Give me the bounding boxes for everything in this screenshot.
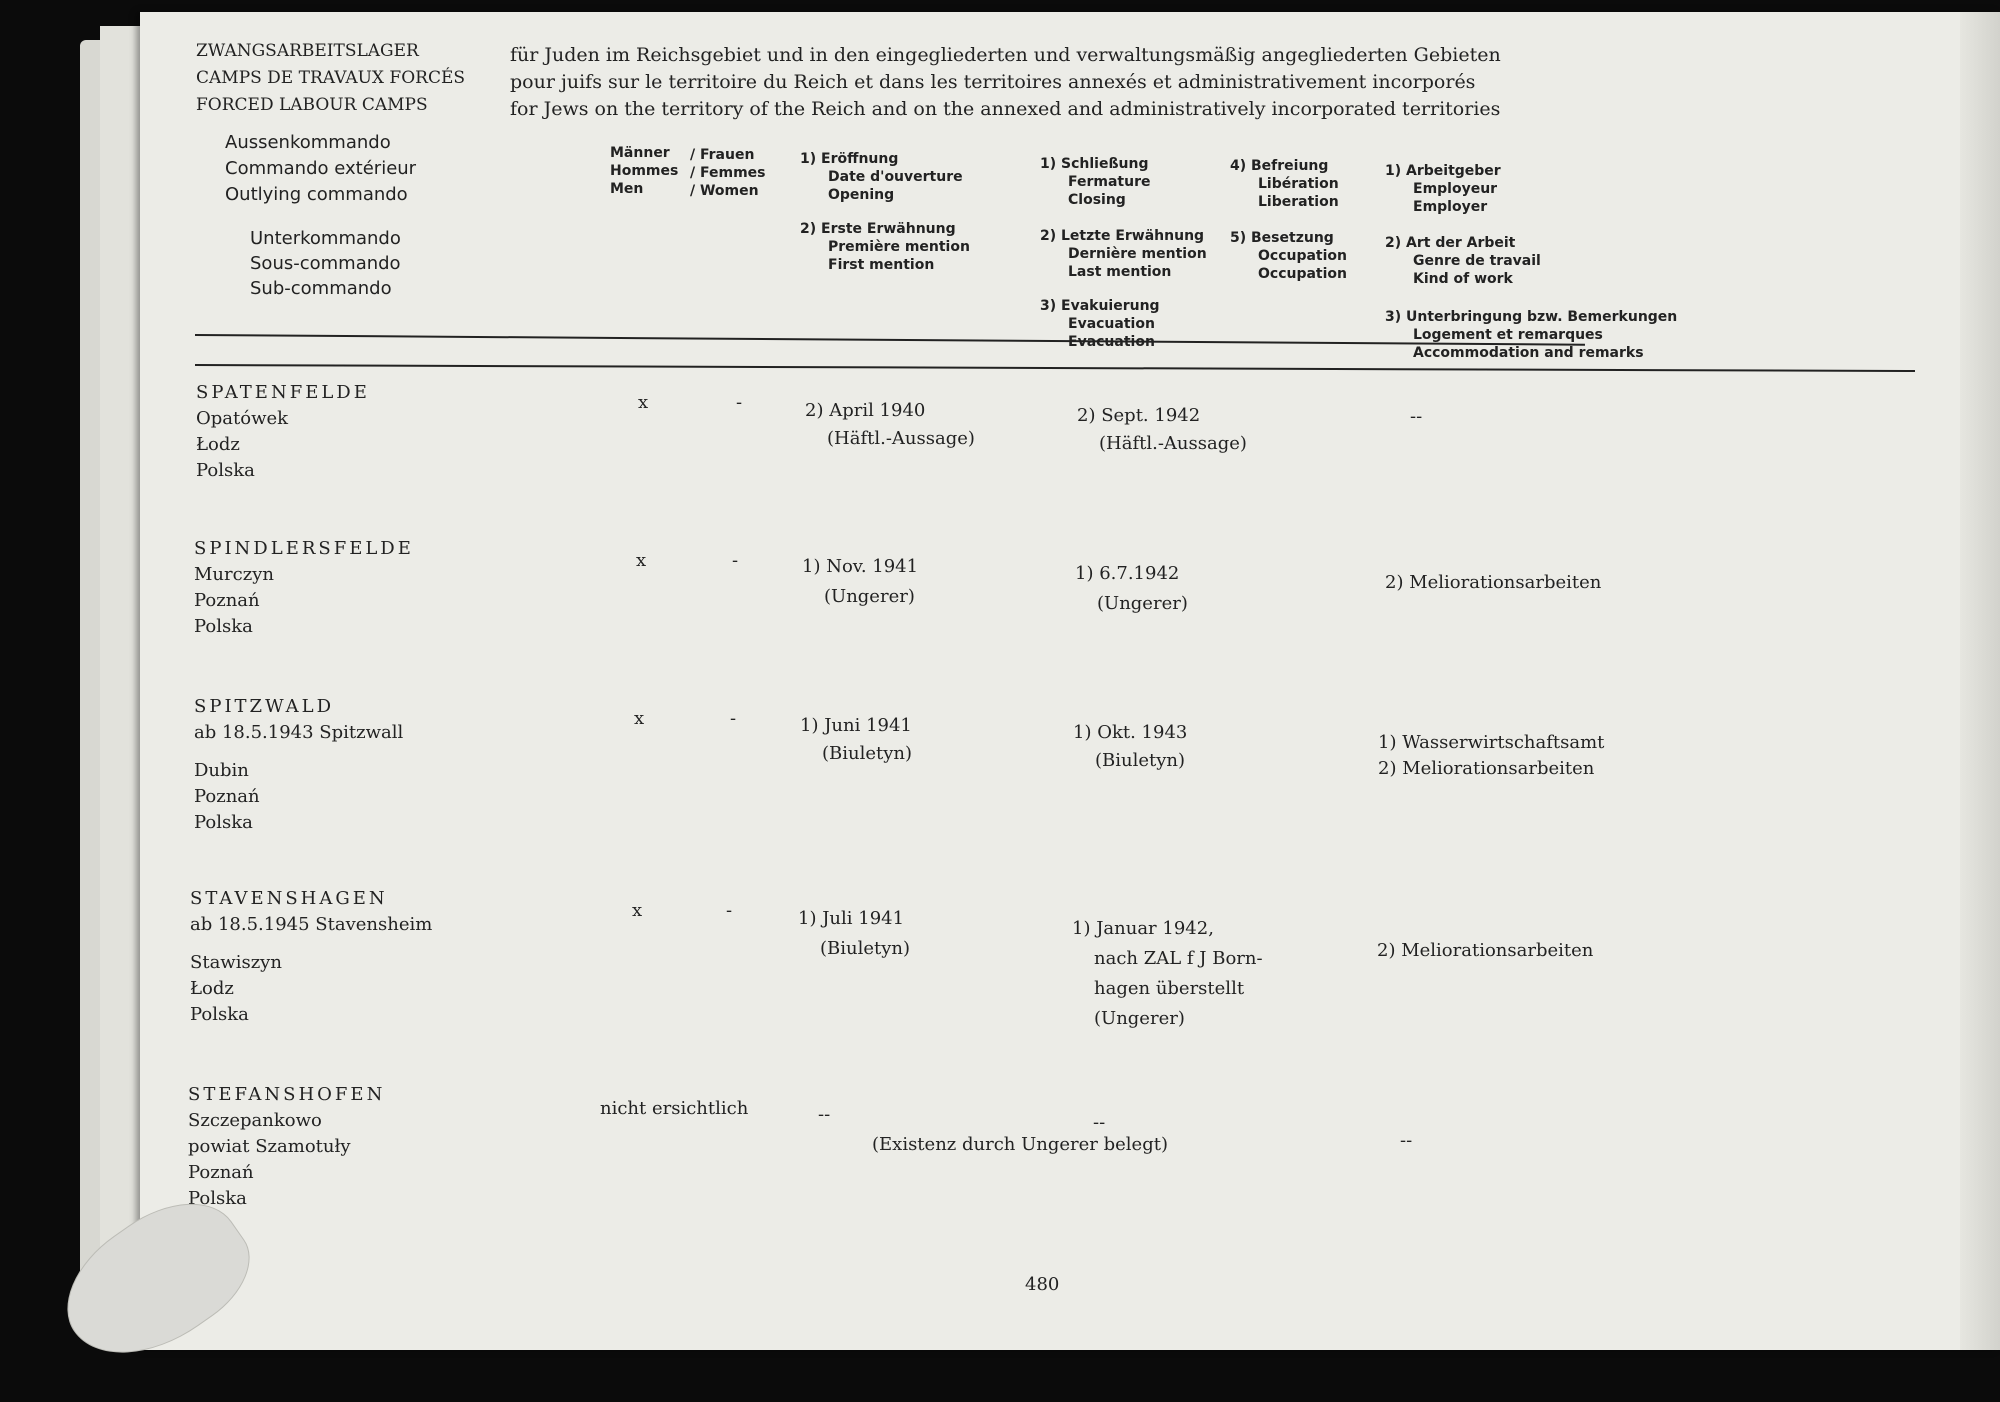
remarks: --: [1410, 406, 1423, 427]
men-en: Men: [610, 181, 644, 197]
camp-location: Stawiszyn: [190, 952, 282, 973]
emp-de: 1) Arbeitgeber: [1385, 163, 1501, 179]
camp-location: Poznań: [188, 1162, 254, 1183]
women-de: / Frauen: [690, 147, 755, 163]
closing-source: (Biuletyn): [1095, 750, 1186, 771]
opening-date: [798, 904, 910, 964]
remarks-line: 1) Wasserwirtschaftsamt: [1378, 732, 1605, 753]
intro-fr: pour juifs sur le territoire du Reich et dans les territoires annexés et administrativement incorporés: [510, 71, 1476, 93]
evac-de: 3) Evakuierung: [1040, 298, 1160, 314]
remarks: 2) Meliorationsarbeiten: [1385, 572, 1602, 593]
col-first-mention: [800, 220, 970, 274]
camp-location: Polska: [194, 616, 253, 637]
lib-de: 4) Befreiung: [1230, 158, 1329, 174]
last-fr: Dernière mention: [1068, 246, 1207, 262]
book-page: [140, 12, 2000, 1350]
men-mark: x: [636, 550, 647, 571]
col-kind-of-work: [1385, 234, 1541, 288]
acc-en: Accommodation and remarks: [1413, 345, 1644, 361]
opening-date-value: 1) Juni 1941: [800, 715, 912, 736]
header-rule-top: [195, 334, 1585, 346]
bleed-through-text: [1560, 72, 1565, 94]
closing-date: [1077, 402, 1247, 458]
closing-date: [1073, 719, 1187, 775]
opening-date-value: 2) April 1940: [805, 400, 926, 421]
opening-source: (Häftl.-Aussage): [827, 428, 975, 449]
opening-date: [805, 397, 975, 453]
first-fr: Première mention: [828, 239, 970, 255]
opening-source: (Ungerer): [824, 586, 915, 607]
occ-fr: Occupation: [1258, 248, 1348, 264]
camp-location: Polska: [194, 812, 253, 833]
camp-location: Łodz: [190, 978, 234, 999]
title-block: [196, 38, 465, 119]
women-mark: -: [736, 392, 743, 413]
closing-date-value: 1) Januar 1942,: [1072, 918, 1214, 939]
open-en: Opening: [828, 187, 895, 203]
opening-date-value: 1) Nov. 1941: [802, 556, 919, 577]
camp-location: Poznań: [194, 786, 260, 807]
camp-name: STAVENSHAGEN: [190, 888, 388, 909]
closing-note: nach ZAL f J Born-: [1094, 948, 1263, 969]
outlying-fr: Commando extérieur: [225, 158, 417, 179]
emp-en: Employer: [1413, 199, 1488, 215]
camp-location: Murczyn: [194, 564, 274, 585]
lib-fr: Libération: [1258, 176, 1339, 192]
col-gender-women: [690, 146, 765, 200]
camp-location: Polska: [188, 1188, 247, 1209]
closing-date: [1072, 914, 1263, 1034]
closing-source: (Ungerer): [1094, 1008, 1185, 1029]
table-row: [190, 886, 432, 1028]
closing-date-value: 1) 6.7.1942: [1075, 563, 1180, 584]
camp-name: SPINDLERSFELDE: [194, 538, 414, 559]
men-fr: Hommes: [610, 163, 679, 179]
last-de: 2) Letzte Erwähnung: [1040, 228, 1205, 244]
men-mark: x: [632, 900, 643, 921]
camp-location: Polska: [196, 460, 255, 481]
opening-source: (Biuletyn): [820, 938, 911, 959]
camp-alt-name: ab 18.5.1945 Stavensheim: [190, 914, 433, 935]
camp-location: powiat Szamotuły: [188, 1136, 351, 1157]
table-row: [196, 380, 370, 484]
table-row: [194, 536, 414, 640]
camp-location: Polska: [190, 1004, 249, 1025]
men-mark: x: [638, 392, 649, 413]
page-fold-edge: [1960, 12, 2000, 1350]
col-liberation: [1230, 157, 1339, 211]
page-number: 480: [1025, 1274, 1060, 1295]
col-opening: [800, 150, 963, 204]
women-en: / Women: [690, 183, 759, 199]
camp-location: Łodz: [196, 434, 240, 455]
camp-location: Dubin: [194, 760, 249, 781]
closing-date-value: 1) Okt. 1943: [1073, 722, 1188, 743]
sub-fr: Sous-commando: [250, 253, 401, 274]
opening-date-value: 1) Juli 1941: [798, 908, 905, 929]
opening-dash: --: [818, 1104, 831, 1125]
intro-block: [510, 42, 1501, 123]
title-en: FORCED LABOUR CAMPS: [196, 95, 428, 115]
closing-date: [1075, 559, 1188, 619]
first-de: 2) Erste Erwähnung: [800, 221, 956, 237]
camp-location: Poznań: [194, 590, 260, 611]
table-row: [194, 694, 403, 836]
close-en: Closing: [1068, 192, 1126, 208]
close-fr: Fermature: [1068, 174, 1151, 190]
camp-name: SPITZWALD: [194, 696, 335, 717]
sub-de: Unterkommando: [250, 228, 401, 249]
men-de: Männer: [610, 145, 670, 161]
closing-source: (Häftl.-Aussage): [1099, 433, 1247, 454]
close-de: 1) Schließung: [1040, 156, 1149, 172]
closing-date-value: 2) Sept. 1942: [1077, 405, 1201, 426]
table-row: [188, 1082, 385, 1212]
outlying-de: Aussenkommando: [225, 132, 391, 153]
work-en: Kind of work: [1413, 271, 1513, 287]
work-de: 2) Art der Arbeit: [1385, 235, 1516, 251]
open-de: 1) Eröffnung: [800, 151, 899, 167]
title-de: ZWANGSARBEITSLAGER: [196, 41, 419, 61]
acc-de: 3) Unterbringung bzw. Bemerkungen: [1385, 309, 1678, 325]
opening-date: [800, 712, 912, 768]
col-gender-men: [610, 144, 678, 198]
opening-source: (Biuletyn): [822, 743, 913, 764]
col-accommodation: [1385, 308, 1677, 362]
women-fr: / Femmes: [690, 165, 766, 181]
camp-name: STEFANSHOFEN: [188, 1084, 386, 1105]
camp-location: Szczepankowo: [188, 1110, 322, 1131]
open-fr: Date d'ouverture: [828, 169, 963, 185]
lib-en: Liberation: [1258, 194, 1339, 210]
intro-en: for Jews on the territory of the Reich and on the annexed and administratively incorporated territories: [510, 98, 1501, 120]
women-mark: -: [730, 708, 737, 729]
intro-de: für Juden im Reichsgebiet und in den eingegliederten und verwaltungsmäßig angegliederten Gebieten: [510, 44, 1501, 66]
closing-note: hagen überstellt: [1094, 978, 1245, 999]
occ-en: Occupation: [1258, 266, 1348, 282]
col-employer: [1385, 162, 1501, 216]
closing-dash: --: [1093, 1112, 1106, 1133]
first-en: First mention: [828, 257, 935, 273]
outlying-en: Outlying commando: [225, 184, 408, 205]
work-fr: Genre de travail: [1413, 253, 1541, 269]
last-en: Last mention: [1068, 264, 1172, 280]
remarks: [1378, 730, 1604, 782]
sub-en: Sub-commando: [250, 278, 392, 299]
camp-alt-name: ab 18.5.1943 Spitzwall: [194, 722, 404, 743]
evac-fr: Evacuation: [1068, 316, 1155, 332]
col-evacuation: [1040, 297, 1160, 351]
closing-source: (Ungerer): [1097, 593, 1188, 614]
camp-name: SPATENFELDE: [196, 382, 370, 403]
gender-not-evident: nicht ersichtlich: [600, 1098, 749, 1119]
header-rule-bottom: [195, 364, 1915, 372]
remarks: --: [1400, 1130, 1413, 1151]
remarks: 2) Meliorationsarbeiten: [1377, 940, 1594, 961]
existence-note: (Existenz durch Ungerer belegt): [872, 1134, 1168, 1155]
occ-de: 5) Besetzung: [1230, 230, 1334, 246]
opening-date: [802, 552, 918, 612]
women-mark: -: [726, 900, 733, 921]
emp-fr: Employeur: [1413, 181, 1498, 197]
col-closing: [1040, 155, 1151, 209]
title-fr: CAMPS DE TRAVAUX FORCÉS: [196, 68, 466, 88]
sub-commando-labels: [250, 226, 401, 301]
women-mark: -: [732, 550, 739, 571]
men-mark: x: [634, 708, 645, 729]
col-last-mention: [1040, 227, 1207, 281]
camp-location: Opatówek: [196, 408, 289, 429]
remarks-line: 2) Meliorationsarbeiten: [1378, 758, 1595, 779]
acc-fr: Logement et remarques: [1413, 327, 1603, 343]
outlying-commando-labels: [225, 130, 416, 208]
col-occupation: [1230, 229, 1347, 283]
